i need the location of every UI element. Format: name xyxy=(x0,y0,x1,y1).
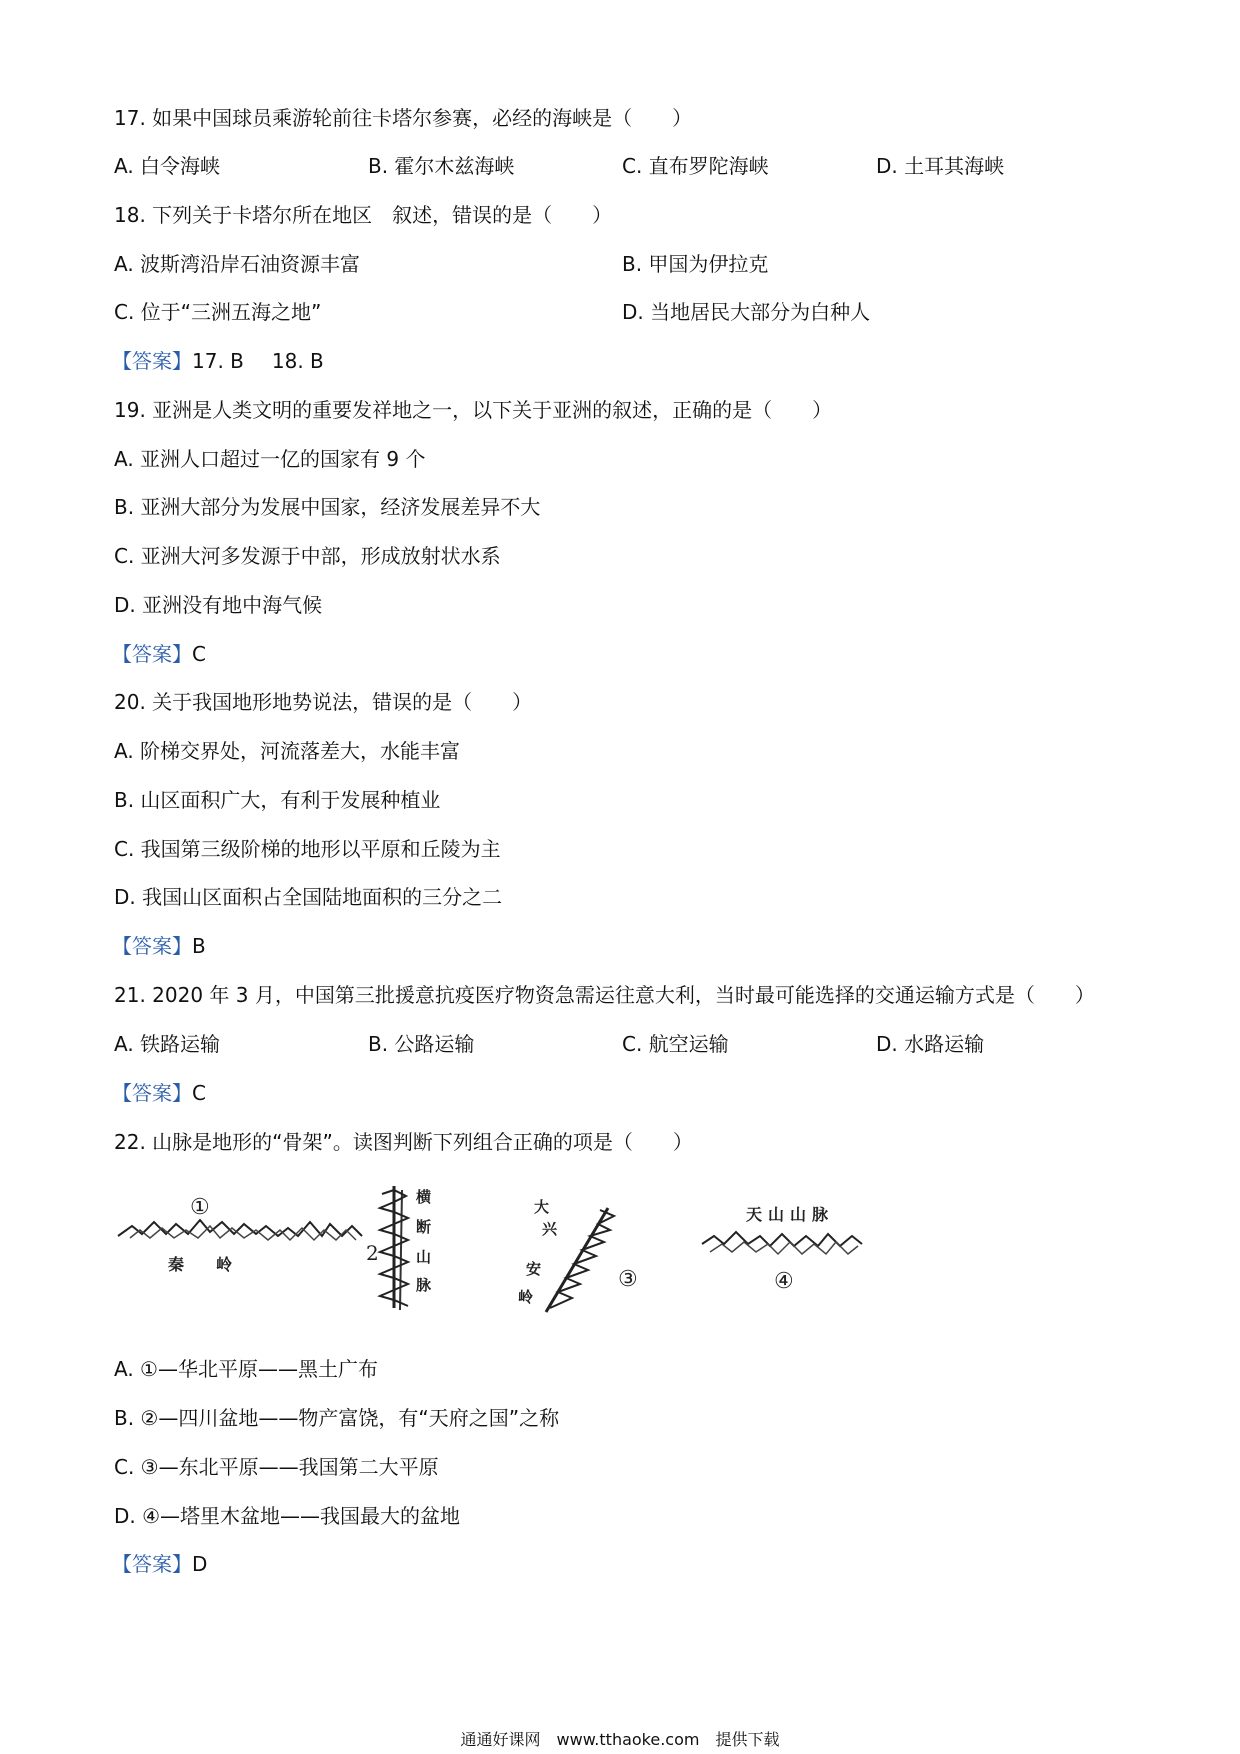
q20-option-d: D. 我国山区面积占全国陆地面积的三分之二 xyxy=(114,885,503,909)
answer-tag: 【答案】 xyxy=(112,934,192,958)
q18-option-d: D. 当地居民大部分为白种人 xyxy=(622,300,871,324)
answer-tag: 【答案】 xyxy=(112,1081,192,1105)
q22-option-c: C. ③—东北平原——我国第二大平原 xyxy=(114,1455,439,1479)
q22-option-b: B. ②—四川盆地——物产富饶，有“天府之国”之称 xyxy=(114,1406,560,1430)
q21-option-d: D. 水路运输 xyxy=(876,1032,985,1056)
q20-option-c: C. 我国第三级阶梯的地形以平原和丘陵为主 xyxy=(114,837,501,861)
mountain-4-label: 天山山脉 xyxy=(746,1205,835,1224)
mountain-2-label-1: 横 xyxy=(416,1188,432,1206)
q18-option-a: A. 波斯湾沿岸石油资源丰富 xyxy=(114,252,361,276)
answer-17: 17. B xyxy=(192,349,244,373)
mountain-3-number: ③ xyxy=(618,1267,638,1292)
mountain-3-label-3: 安 xyxy=(526,1260,542,1278)
answer-tag: 【答案】 xyxy=(112,1552,192,1576)
q17-option-c: C. 直布罗陀海峡 xyxy=(622,154,769,178)
mountain-2-label-2: 断 xyxy=(416,1218,432,1236)
answer-value: C xyxy=(192,1081,206,1105)
answer-value: D xyxy=(192,1552,208,1576)
q18-stem: 18. 下列关于卡塔尔所在地区 叙述，错误的是（ ） xyxy=(114,203,613,227)
mountain-2-number: 2 xyxy=(366,1241,379,1265)
q19-stem: 19. 亚洲是人类文明的重要发祥地之一，以下关于亚洲的叙述，正确的是（ ） xyxy=(114,398,833,422)
answer-22 xyxy=(112,1550,207,1578)
answer-value: C xyxy=(192,642,206,666)
q17-stem: 17. 如果中国球员乘游轮前往卡塔尔参赛，必经的海峡是（ ） xyxy=(114,106,693,130)
q21-stem: 21. 2020 年 3 月，中国第三批援意抗疫医疗物资急需运往意大利，当时最可能选择的交通运输方式是（ ） xyxy=(114,983,1095,1007)
mountain-2-label-4: 脉 xyxy=(416,1276,432,1294)
mountain-range-1 xyxy=(118,1195,362,1274)
page-footer: 通通好课网 www.tthaoke.com 提供下载 xyxy=(460,1730,780,1749)
q20-option-b: B. 山区面积广大，有利于发展种植业 xyxy=(114,788,441,812)
q19-option-c: C. 亚洲大河多发源于中部，形成放射状水系 xyxy=(114,544,501,568)
q20-option-a: A. 阶梯交界处，河流落差大，水能丰富 xyxy=(114,739,461,763)
mountain-3-label-4: 岭 xyxy=(518,1288,534,1306)
mountain-1-number: ① xyxy=(190,1195,210,1220)
mountain-3-label-1: 大 xyxy=(534,1198,550,1216)
q22-option-d: D. ④—塔里木盆地——我国最大的盆地 xyxy=(114,1504,461,1528)
answer-tag: 【答案】 xyxy=(112,642,192,666)
answer-18: 18. B xyxy=(271,349,324,373)
mountain-range-3 xyxy=(518,1198,638,1312)
q19-option-a: A. 亚洲人口超过一亿的国家有 9 个 xyxy=(114,447,426,471)
q21-option-b: B. 公路运输 xyxy=(368,1032,475,1056)
q17-option-b: B. 霍尔木兹海峡 xyxy=(368,154,515,178)
answer-value: B xyxy=(192,934,206,958)
mountain-ranges-figure xyxy=(110,1180,870,1320)
q21-option-c: C. 航空运输 xyxy=(622,1032,729,1056)
q20-stem: 20. 关于我国地形地势说法，错误的是（ ） xyxy=(114,690,533,714)
mountain-2-label-3: 山 xyxy=(416,1248,432,1266)
answer-tag: 【答案】 xyxy=(112,349,192,373)
mountain-1-label-2: 岭 xyxy=(216,1255,233,1274)
q17-option-a: A. 白令海峡 xyxy=(114,154,221,178)
mountain-1-label-1: 秦 xyxy=(168,1255,185,1274)
q18-option-c: C. 位于“三洲五海之地” xyxy=(114,300,322,324)
mountain-4-number: ④ xyxy=(774,1269,794,1294)
mountain-range-2 xyxy=(366,1186,432,1310)
mountain-range-4 xyxy=(702,1205,862,1294)
answer-17-18 xyxy=(112,347,324,375)
q18-option-b: B. 甲国为伊拉克 xyxy=(622,252,769,276)
answer-19 xyxy=(112,640,206,668)
q19-option-d: D. 亚洲没有地中海气候 xyxy=(114,593,323,617)
q19-option-b: B. 亚洲大部分为发展中国家，经济发展差异不大 xyxy=(114,495,541,519)
mountain-3-label-2: 兴 xyxy=(542,1220,558,1238)
q21-option-a: A. 铁路运输 xyxy=(114,1032,221,1056)
q22-stem: 22. 山脉是地形的“骨架”。读图判断下列组合正确的项是（ ） xyxy=(114,1130,693,1154)
answer-20 xyxy=(112,932,206,960)
q22-option-a: A. ①—华北平原——黑土广布 xyxy=(114,1357,378,1381)
q17-option-d: D. 土耳其海峡 xyxy=(876,154,1005,178)
answer-21 xyxy=(112,1079,206,1107)
